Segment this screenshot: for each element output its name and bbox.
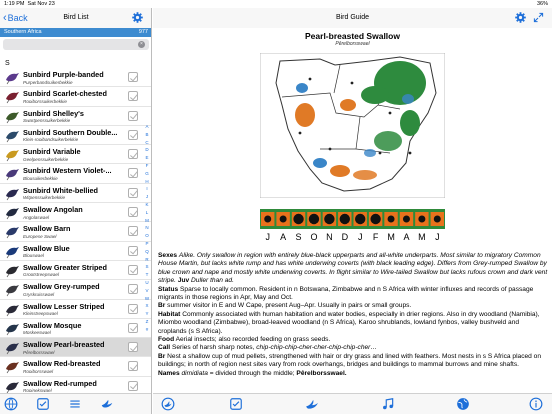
seen-checkbox[interactable] xyxy=(128,188,138,198)
br-label: Br xyxy=(158,302,166,310)
status-label: Status xyxy=(158,285,179,293)
region-label: Southern Africa xyxy=(4,29,42,35)
abundance-dot xyxy=(280,216,287,223)
bird-alt-name: Witpenssuikerbekkie xyxy=(23,195,66,201)
bird-name: Sunbird Western Violet-... xyxy=(23,166,112,176)
alphabet-index-letter[interactable]: Z xyxy=(145,318,149,324)
bird-thumbnail-icon xyxy=(4,379,20,394)
bird-alt-name: Blousuikerbekkie xyxy=(23,175,58,181)
bird-alt-name: Gryskruisswael xyxy=(23,291,55,297)
alphabet-index-letter[interactable]: G xyxy=(145,170,149,176)
globe-icon[interactable] xyxy=(4,397,18,411)
checklist-icon[interactable] xyxy=(68,397,82,411)
bird-thumbnail-icon xyxy=(4,244,20,259)
bird-guide-navbar xyxy=(153,8,552,28)
region-bar[interactable] xyxy=(0,28,152,37)
bird-alt-name: Moskeeswael xyxy=(23,330,51,336)
bird-thumbnail-icon xyxy=(4,89,20,104)
alphabet-index-letter[interactable]: Y xyxy=(145,311,149,317)
bird-name: Sunbird Southern Double... xyxy=(23,127,118,137)
filter-icon[interactable] xyxy=(36,397,50,411)
list-item[interactable] xyxy=(0,107,152,126)
bird-thumbnail-icon xyxy=(4,109,20,124)
habitat-label: Habitat xyxy=(158,310,181,318)
bird-name: Swallow Blue xyxy=(23,243,70,253)
juv-label: Juv xyxy=(177,277,190,285)
bird-list xyxy=(0,68,152,396)
seen-checkbox[interactable] xyxy=(128,226,138,236)
sexes-label: Sexes xyxy=(158,252,178,259)
bird-name: Sunbird Variable xyxy=(23,147,81,157)
alphabet-index-letter[interactable]: R xyxy=(145,256,149,262)
sexes-text: Alike. Only swallow in region with entirely blue-black upperparts and all-white underparts. Most similar to migratory Common House Martin, but lacks white rump and has white underwing coverts (with black leading edge). Differs from Grey-rumped Swallow by blue crown and nape and mostly white underwing coverts. In flight similar to Wire-tailed Swallow but lacks rufous crown and dark vent stripe. xyxy=(158,252,548,285)
list-item[interactable] xyxy=(0,164,152,183)
bird-list-panel xyxy=(0,8,152,414)
globe-icon[interactable] xyxy=(456,397,470,411)
bird-name: Swallow Lesser Striped xyxy=(23,301,105,311)
bird-guide-tab-icon[interactable] xyxy=(305,397,319,411)
compare-icon[interactable] xyxy=(229,397,243,411)
species-header xyxy=(153,30,552,47)
seen-checkbox[interactable] xyxy=(128,381,138,391)
list-item[interactable] xyxy=(0,300,152,319)
alphabet-index-letter[interactable]: W xyxy=(144,295,150,301)
alphabet-index-letter[interactable]: Q xyxy=(145,248,149,254)
seen-checkbox[interactable] xyxy=(128,149,138,159)
bird-alt-name: Klein-rooibandsuikerbekkie xyxy=(23,137,79,143)
list-item[interactable] xyxy=(0,280,152,299)
month-label: M xyxy=(418,232,426,242)
bird-name: Swallow Angolan xyxy=(23,205,83,215)
seen-checkbox[interactable] xyxy=(128,207,138,217)
bird-thumbnail-icon xyxy=(4,263,20,278)
month-label: S xyxy=(295,232,302,242)
month-label: A xyxy=(280,232,287,242)
bird-name: Sunbird Shelley's xyxy=(23,108,84,118)
bird-thumbnail-icon xyxy=(4,359,20,374)
abundance-dot xyxy=(355,214,365,224)
alphabet-index-letter[interactable]: O xyxy=(145,233,149,239)
bird-icon[interactable] xyxy=(161,397,175,411)
alphabet-index-letter[interactable]: J xyxy=(145,194,149,200)
bird-thumbnail-icon xyxy=(4,340,20,355)
bird-alt-name: Angolaswael xyxy=(23,214,50,220)
alphabet-index-letter[interactable]: U xyxy=(145,279,149,285)
call-label: Call xyxy=(158,344,171,352)
bird-name: Swallow Greater Striped xyxy=(23,262,107,272)
abundance-dot xyxy=(340,214,350,224)
alphabet-index-letter[interactable]: K xyxy=(145,201,149,207)
bird-alt-name: Rooinekswael xyxy=(23,388,52,394)
bird-thumbnail-icon xyxy=(4,186,20,201)
abundance-dot xyxy=(324,214,334,224)
seen-checkbox[interactable] xyxy=(128,111,138,121)
alphabet-index-letter[interactable]: L xyxy=(145,209,149,215)
abundance-dot xyxy=(388,216,395,223)
month-label: M xyxy=(387,232,395,242)
seen-checkbox[interactable] xyxy=(128,168,138,178)
bird-thumbnail-icon xyxy=(4,128,20,143)
alphabet-index[interactable] xyxy=(143,123,151,334)
month-label: A xyxy=(403,232,410,242)
species-description xyxy=(158,252,549,378)
alphabet-index-letter[interactable]: A xyxy=(145,124,149,129)
month-label: D xyxy=(341,232,349,242)
alphabet-index-letter[interactable]: C xyxy=(145,139,149,145)
list-item[interactable] xyxy=(0,338,152,357)
bird-name: Swallow Pearl-breasted xyxy=(23,340,105,350)
br-text: summer visitor in E and W Cape, present Aug–Apr. Usually in pairs or small groups. xyxy=(167,302,412,310)
gear-icon[interactable] xyxy=(515,12,526,23)
seen-checkbox[interactable] xyxy=(128,323,138,333)
names-label: Names xyxy=(158,369,180,377)
seen-checkbox[interactable] xyxy=(128,130,138,140)
bird-name: Sunbird Scarlet-chested xyxy=(23,89,107,99)
month-label: J xyxy=(357,232,363,242)
abundance-dot xyxy=(403,216,410,223)
list-item[interactable] xyxy=(0,126,152,145)
bird-thumbnail-icon xyxy=(4,302,20,317)
bird-name: Swallow Grey-rumped xyxy=(23,282,100,292)
bird-name: Swallow Red-breasted xyxy=(23,359,101,369)
call-italic: chip-chip-chip-cher-cher-chip-chip-cher… xyxy=(256,344,377,352)
list-item[interactable] xyxy=(0,319,152,338)
br-nest-text: Nest a shallow cup of mud pellets, strengthened with hair or dry grass and lined with feathers. Most nests in s S Africa placed on buildings; in north of region nest sites vary from rock overhangs, bridges and buildings to mammal burrows and mine shafts. xyxy=(158,352,542,369)
list-item[interactable] xyxy=(0,222,152,241)
expand-icon[interactable] xyxy=(533,12,544,23)
alphabet-index-letter[interactable]: H xyxy=(145,178,149,184)
bird-alt-name: Pêrelborsswael xyxy=(23,349,55,355)
alphabet-index-letter[interactable]: P xyxy=(145,240,149,246)
list-item[interactable] xyxy=(0,145,152,164)
status-bar xyxy=(0,0,552,8)
bird-thumbnail-icon xyxy=(4,224,20,239)
bird-alt-name: Grootstreepswael xyxy=(23,272,60,278)
bird-alt-name: Blouswael xyxy=(23,253,44,259)
abundance-dot xyxy=(293,214,303,224)
species-count: 977 xyxy=(138,29,148,35)
bird-thumbnail-icon xyxy=(4,205,20,220)
info-icon[interactable] xyxy=(529,397,543,411)
search-input[interactable] xyxy=(3,39,149,50)
bird-list-navbar xyxy=(0,8,152,28)
alphabet-index-letter[interactable]: T xyxy=(145,272,149,278)
bird-guide-panel xyxy=(153,8,552,414)
alphabet-index-letter[interactable]: S xyxy=(145,264,149,270)
seen-checkbox[interactable] xyxy=(128,361,138,371)
bird-alt-name: Rooiborsswael xyxy=(23,368,54,374)
bird-alt-name: Geelpenssuikerbekkie xyxy=(23,156,69,162)
alphabet-index-letter[interactable]: V xyxy=(145,287,149,293)
status-time: 1:19 PM Sat Nov 23 xyxy=(4,1,55,7)
bird-alt-name: Kleinstreepswael xyxy=(23,311,58,317)
bird-name: Sunbird White-bellied xyxy=(23,185,98,195)
bird-name: Sunbird Purple-banded xyxy=(23,70,104,79)
seen-checkbox[interactable] xyxy=(128,284,138,294)
call-text: Series of harsh sharp notes, xyxy=(171,344,255,352)
back-button[interactable]: ‹Back xyxy=(3,12,28,24)
alphabet-index-letter[interactable]: X xyxy=(145,303,149,309)
clear-search-icon[interactable]: × xyxy=(138,41,145,48)
bird-name: Swallow Mosque xyxy=(23,320,82,330)
bird-thumbnail-icon xyxy=(4,321,20,336)
alphabet-index-letter[interactable]: N xyxy=(145,225,149,231)
bird-thumbnail-icon xyxy=(4,282,20,297)
bird-name: Swallow Barn xyxy=(23,224,71,234)
alphabet-index-letter[interactable]: # xyxy=(145,326,149,332)
month-label: F xyxy=(372,232,379,242)
month-labels xyxy=(260,232,445,242)
list-item[interactable] xyxy=(0,357,152,376)
juv-text: Duller than ad. xyxy=(191,277,234,285)
status-text: Sparse to locally common. Resident in n Botswana, Zimbabwe and n S Africa with winter influxes and records of passage migrants in those regions in Apr, May and Oct. xyxy=(158,285,534,302)
bird-alt-name: Rooiborssuikerbekkie xyxy=(23,98,67,104)
seen-checkbox[interactable] xyxy=(128,265,138,275)
bird-thumbnail-icon xyxy=(4,166,20,181)
list-item[interactable] xyxy=(0,68,152,87)
species-alt-name: Pêrelborsswael xyxy=(335,41,370,47)
month-label: J xyxy=(265,232,270,242)
seen-checkbox[interactable] xyxy=(128,72,138,82)
alphabet-index-letter[interactable]: F xyxy=(145,162,149,168)
abundance-dot xyxy=(370,214,380,224)
names-italic: dimidiata xyxy=(181,369,208,377)
list-item[interactable] xyxy=(0,87,152,106)
bird-thumbnail-icon xyxy=(4,147,20,162)
alphabet-index-letter[interactable]: E xyxy=(145,155,149,161)
species-name: Pearl-breasted Swallow xyxy=(305,31,400,41)
abundance-dot xyxy=(264,216,271,223)
bird-alt-name: Swartpenssuikerbekkie xyxy=(23,118,71,124)
seen-checkbox[interactable] xyxy=(128,246,138,256)
names-text: = divided through the middle; xyxy=(209,369,295,377)
alphabet-index-letter[interactable]: M xyxy=(145,217,149,223)
abundance-dot xyxy=(434,216,441,223)
month-label: J xyxy=(435,232,440,242)
bird-list-title: Bird List xyxy=(63,14,89,21)
abundance-dot xyxy=(418,216,425,223)
seen-checkbox[interactable] xyxy=(128,304,138,314)
music-note-icon[interactable] xyxy=(381,397,395,411)
gear-icon[interactable] xyxy=(132,12,143,23)
food-label: Food xyxy=(158,336,175,344)
seen-checkbox[interactable] xyxy=(128,91,138,101)
names-bold: Pêrelborsswael. xyxy=(296,369,347,377)
br-nest-label: Br xyxy=(158,352,166,360)
list-item[interactable] xyxy=(0,184,152,203)
bird-tab-icon[interactable] xyxy=(100,397,114,411)
bird-alt-name: Purperbandsuikerbekkie xyxy=(23,79,73,85)
distribution-map[interactable] xyxy=(260,53,445,198)
seen-checkbox[interactable] xyxy=(128,342,138,352)
battery-indicator: 36% xyxy=(536,1,548,7)
bird-thumbnail-icon xyxy=(4,70,20,85)
bird-alt-name: Europese Swael xyxy=(23,233,57,239)
food-text: Aerial insects; also recorded feeding on grass seeds. xyxy=(175,336,331,344)
alphabet-index-letter[interactable]: I xyxy=(146,186,148,192)
guide-tabbar xyxy=(153,393,552,414)
section-header: S xyxy=(0,59,152,68)
alphabet-index-letter[interactable]: D xyxy=(145,147,149,153)
list-item[interactable] xyxy=(0,203,152,222)
list-tabbar xyxy=(0,393,152,414)
habitat-text: Commonly associated with human habitation and water bodies, especially in drier regions. Also in dry woodland (Namibia), Miombo woodland (Zimbabwe), broad-leaved woodland (n S Africa), Karoo shrublands, lowland fynbos, valley bushveld and croplands (s S Africa). xyxy=(158,310,540,335)
bird-name: Swallow Red-rumped xyxy=(23,378,97,388)
list-item[interactable] xyxy=(0,261,152,280)
month-label: N xyxy=(326,232,333,242)
abundance-dot xyxy=(309,214,319,224)
month-label: O xyxy=(310,232,318,242)
bird-guide-title: Bird Guide xyxy=(335,14,370,21)
chevron-left-icon: ‹ xyxy=(3,12,7,24)
alphabet-index-letter[interactable]: B xyxy=(145,131,149,137)
list-item[interactable] xyxy=(0,242,152,261)
